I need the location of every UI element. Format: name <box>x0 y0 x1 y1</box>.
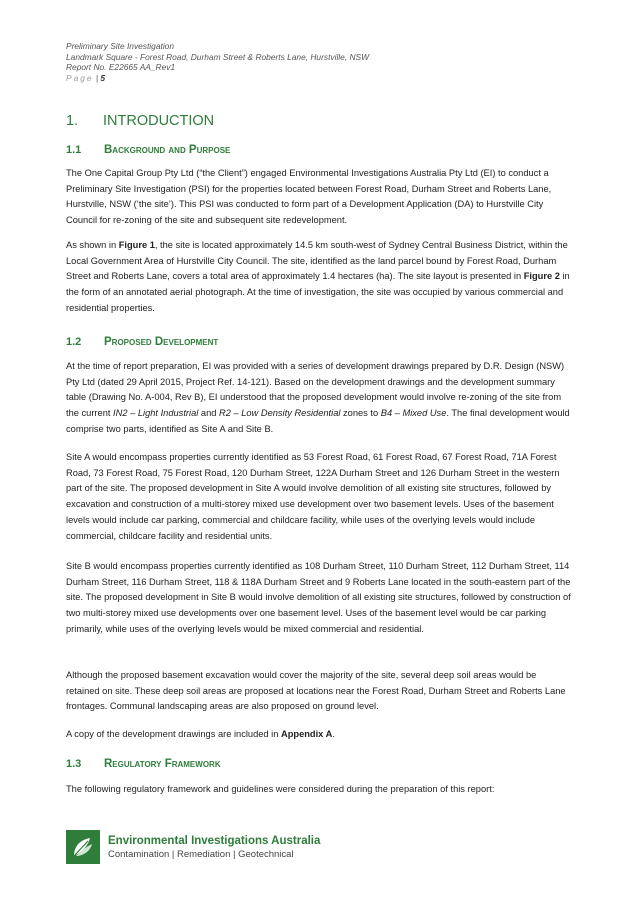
figure-2-reference: Figure 2 <box>523 271 560 282</box>
subsection-number: 1.3 <box>66 758 82 770</box>
subsection-title: Background and Purpose <box>104 144 231 156</box>
section-number: 1. <box>66 113 79 129</box>
page-label: Page <box>66 72 94 83</box>
subsection-heading-background <box>66 144 230 156</box>
tagline-separator: | <box>169 848 178 860</box>
paragraph-background-2 <box>66 238 572 317</box>
company-logo <box>66 830 100 864</box>
subsection-number: 1.1 <box>66 144 82 156</box>
text-run: and <box>198 408 219 419</box>
text-run: . The final development would comprise two parts, identified as Site A and Site B. <box>66 408 570 434</box>
paragraph-development-site-a: Site A would encompass properties currently identified as 53 Forest Road, 61 Forest Road, 67 Forest Road, 71A Forest Road, 73 Forest Road, 75 Forest Road, 120 Durham Street, 122A Durham Street and 126 Durham Street in the western part of the site. The proposed development in Site A would involve demolition of all existing site structures, followed by excavation and construction of a multi-storey mixed use development over two basement levels. Uses of the basement levels would include car parking, commercial and childcare facility, while uses of the overlying levels would include commercial, childcare facility and residential units. <box>66 452 560 541</box>
header-page <box>66 73 369 84</box>
zone-r2: R2 – Low Density Residential <box>219 408 341 419</box>
tagline-geotechnical: Geotechnical <box>238 848 294 860</box>
company-text <box>108 834 320 861</box>
page-separator: | <box>93 72 101 83</box>
subsection-heading-regulatory <box>66 758 221 770</box>
text-run: , the site is located approximately 14.5 km south-west of Sydney Central Business District, within the Local Government Area of Hurstville City Council. The site, identified as the land parcel bound by Forest Road, Durham Street and Roberts Lane, covers a total area of approximately 1.4 hectares (ha). The site layout is presented in <box>66 240 568 282</box>
section-heading-introduction <box>66 113 214 129</box>
company-tagline <box>108 848 320 861</box>
leaf-icon <box>68 832 98 862</box>
appendix-a-reference: Appendix A <box>281 729 333 739</box>
company-name: Environmental Investigations Australia <box>108 834 321 847</box>
paragraph-background-1: The One Capital Group Pty Ltd (“the Client”) engaged Environmental Investigations Australia Pty Ltd (EI) to conduct a Preliminary Site Investigation (PSI) for the properties located between Forest Road, Durham Street and Roberts Lane, Hurstville, NSW (‘the site’). This PSI was conducted to form part of a Development Application (DA) to Hurstville City Council for re-zoning of the site and subsequent site redevelopment. <box>66 168 552 226</box>
text-run: in the form of an annotated aerial photograph. At the time of investigation, the site was occupied by various commercial and residential properties. <box>66 271 570 313</box>
paragraph-development-deep-soil: Although the proposed basement excavation would cover the majority of the site, several deep soil areas would be retained on site. These deep soil areas are proposed at locations near the Forest Road, Durham Street and Roberts Lane frontages. Communal landscaping areas are also proposed on ground level. <box>66 670 566 712</box>
text-run: A copy of the development drawings are included in <box>66 729 281 739</box>
paragraph-development-appendix <box>66 727 572 743</box>
text-run: As shown in <box>66 240 119 250</box>
header-report-no: Report No. E22665 AA_Rev1 <box>66 62 176 73</box>
text-run: At the time of report preparation, EI was provided with a series of development drawings prepared by D.R. Design (NSW) Pty Ltd (dated 29 April 2015, Project Ref. 14-121). Based on the development drawings and the development summary table (Drawing No. A-004, Rev B), EI understood that the proposed development would involve re-zoning of the site from the current <box>66 361 565 419</box>
tagline-contamination: Contamination <box>108 848 170 860</box>
section-title: INTRODUCTION <box>103 113 215 129</box>
tagline-remediation: Remediation <box>177 848 231 860</box>
subsection-heading-proposed-development <box>66 336 218 348</box>
page-number: 5 <box>100 72 106 83</box>
paragraph-development-1 <box>66 359 572 438</box>
subsection-number: 1.2 <box>66 336 82 348</box>
zone-in2: IN2 – Light Industrial <box>113 408 199 419</box>
header-title: Preliminary Site Investigation <box>66 41 174 51</box>
running-header <box>66 41 369 83</box>
figure-1-reference: Figure 1 <box>118 240 155 250</box>
header-project: Landmark Square - Forest Road, Durham Street & Roberts Lane, Hurstville, NSW <box>66 51 370 62</box>
subsection-title: Proposed Development <box>104 336 219 348</box>
subsection-title: Regulatory Framework <box>104 758 221 770</box>
paragraph-development-site-b: Site B would encompass properties currently identified as 108 Durham Street, 110 Durham Street, 112 Durham Street, 114 Durham Street, 116 Durham Street, 118 & 118A Durham Street and 9 Roberts Lane located in the south-eastern part of the site. The proposed development in Site B would involve demolition of all existing site structures, followed by construction of two multi-storey mixed use developments over one basement level. Uses of the basement level would be car parking primarily, while uses of the overlying levels would be mixed commercial and residential. <box>66 561 571 634</box>
company-footer <box>66 829 320 865</box>
zone-b4: B4 – Mixed Use <box>380 408 447 419</box>
text-run: . <box>332 729 335 739</box>
text-run: zones to <box>340 408 381 419</box>
paragraph-regulatory-1: The following regulatory framework and guidelines were considered during the preparation of this report: <box>66 784 495 794</box>
tagline-separator: | <box>230 848 239 860</box>
